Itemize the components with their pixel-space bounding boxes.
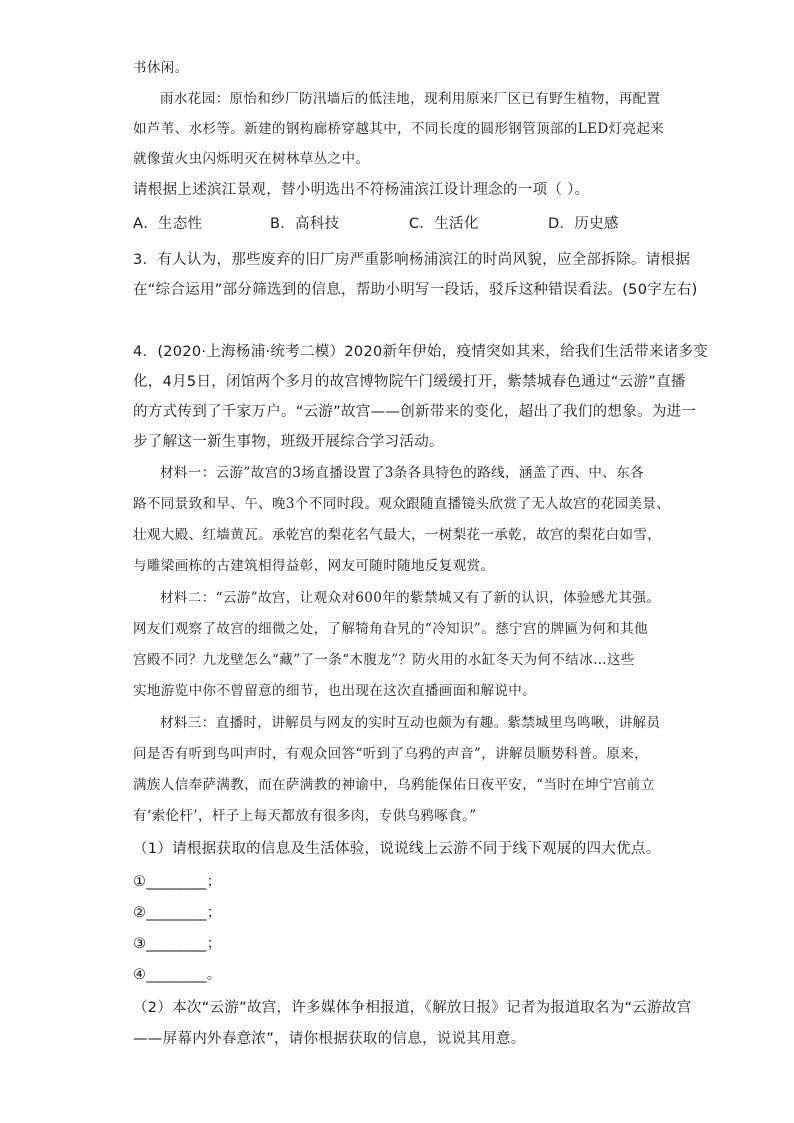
text-line: （1）请根据获取的信息及生活体验，说说线上云游不同于线下观展的四大优点。 [133,841,661,857]
choice-option: C．生活化 [409,216,479,232]
text-line: 材料三：直播时，讲解员与网友的实时互动也颇为有趣。紫禁城里鸟鸣啾，讲解员 [160,715,661,731]
choice-option: A．生态性 [133,216,203,232]
text-line: 书休闲。 [133,60,189,76]
text-line: （2）本次“云游”故宫，许多媒体争相报道，《解放日报》记者为报道取名为“云游故宫 [133,1000,692,1016]
text-line: ——屏幕内外春意浓”，请你根据获取的信息，说说其用意。 [133,1031,526,1047]
text-line: 材料一：云游”故宫的3场直播设置了3条各具特色的路线，涵盖了西、中、东各 [160,465,644,481]
text-line: ③________； [133,936,222,952]
text-line: 就像萤火虫闪烁明灭在树林草丛之中。 [133,151,370,167]
text-line: 网友们观察了故宫的细微之处，了解犄角旮旯的“冷知识”。慈宁宫的牌匾为何和其他 [133,621,649,637]
text-line: ④________。 [133,967,222,983]
text-line: 问是否有听到鸟叫声时，有观众回答“听到了乌鸦的声音”，讲解员顺势科普。原来， [133,746,649,762]
text-line: 宫殿不同？九龙壁怎么“藏”了一条“木腹龙”？防火用的水缸冬天为何不结冰…这些 [133,652,635,668]
text-line: 雨水花园：原怡和纱厂防汛墙后的低洼地，现利用原来厂区已有野生植物，再配置 [160,91,661,107]
text-line: 化，4月5日，闭馆两个多月的故宫博物院午门缓缓打开，紫禁城春色通过“云游”直播 [133,374,686,390]
text-line: ①________； [133,874,222,890]
text-line: 步了解这一新生事物，班级开展综合学习活动。 [133,434,444,450]
text-line: 有‘索伦杆’，杆子上每天都放有很多肉，专供乌鸦啄食。” [133,808,477,824]
choice-option: D．历史感 [548,216,619,232]
text-line: 4．(2020·上海杨浦·统考二模）2020新年伊始，疫情突如其来，给我们生活带来诸多变 [133,344,709,360]
text-line: 3．有人认为，那些废弃的旧厂房严重影响杨浦滨江的时尚风貌，应全部拆除。请根据 [133,252,691,268]
text-line: 实地游览中你不曾留意的细节，也出现在这次直播画面和解说中。 [133,683,537,699]
text-line: 的方式传到了千家万户。“云游”故宫——创新带来的变化，超出了我们的想象。为进一 [133,404,697,420]
text-line: ②________； [133,905,222,921]
text-line: 请根据上述滨江景观，替小明选出不符杨浦滨江设计理念的一项（ ）。 [133,182,590,198]
text-line: 壮观大殿、红墙黄瓦。承乾宫的梨花名气最大，一树梨花一承乾，故宫的梨花白如雪， [133,527,662,543]
choice-option: B．高科技 [270,216,340,232]
text-line: 路不同景致和早、午、晚3个不同时段。观众跟随直播镜头欣赏了无人故宫的花园美景、 [133,496,671,512]
text-line: 材料二：“云游”故宫，让观众对600年的紫禁城又有了新的认识，体验感尤其强。 [160,590,661,606]
text-line: 如芦苇、水杉等。新建的钢构廊桥穿越其中，不同长度的圆形钢管顶部的LED灯亮起来 [133,121,665,137]
text-line: 与雕梁画栋的古建筑相得益彰，网友可随时随地反复观赏。 [133,558,495,574]
text-line: 在“综合运用”部分筛选到的信息，帮助小明写一段话，驳斥这种错误看法。(50字左右) [133,282,698,298]
text-line: 满族人信奉萨满教，而在萨满教的神谕中，乌鸦能保佑日夜平安，“当时在坤宁宫前立 [133,777,655,793]
